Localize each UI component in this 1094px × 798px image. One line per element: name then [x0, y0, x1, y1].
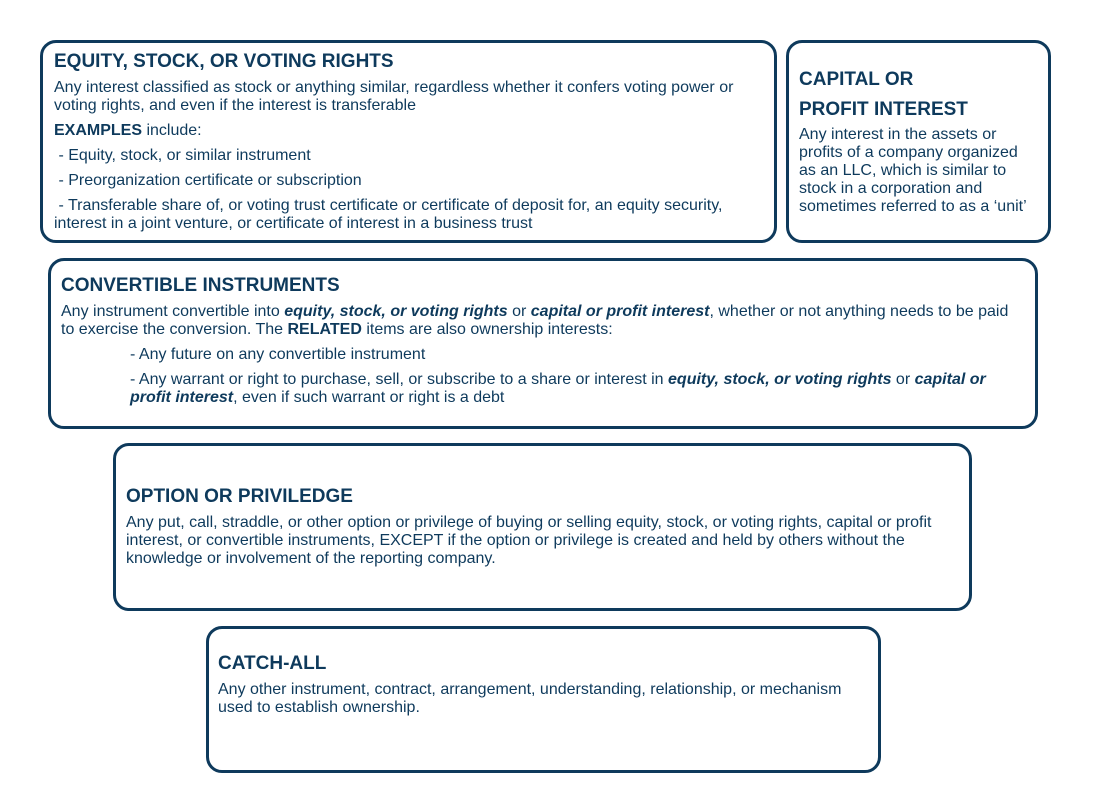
option-title: OPTION OR PRIVILEDGE: [126, 486, 353, 507]
capital-title-line1: CAPITAL OR: [799, 69, 914, 90]
convertible-desc-term: equity, stock, or voting rights: [284, 303, 508, 320]
convertible-desc-term: capital or profit interest: [530, 303, 710, 320]
convertible-desc-text: items are also ownership interests:: [361, 321, 613, 338]
convertible-desc-text: or: [507, 303, 531, 320]
catch-all-box: [206, 626, 881, 773]
equity-example-item: - Transferable share of, or voting trust certificate or certificate of deposit for, an equity security, interest in a joint venture, or certificate of interest in a business trust: [54, 197, 727, 232]
convertible-title: CONVERTIBLE INSTRUMENTS: [61, 275, 340, 296]
convertible-instruments-box: [48, 258, 1038, 429]
convertible-description: [61, 303, 1025, 339]
convertible-item: [61, 371, 1025, 407]
equity-example-item: - Preorganization certificate or subscription: [54, 172, 362, 189]
equity-examples-label: EXAMPLES: [54, 122, 143, 139]
capital-title-line2: PROFIT INTEREST: [799, 99, 968, 120]
convertible-item-text: or: [891, 371, 915, 388]
convertible-desc-text: , whether or not anything needs to be paid to exercise the conversion. The: [61, 303, 1009, 338]
convertible-desc-related: RELATED: [287, 321, 362, 338]
option-privilege-box: [113, 443, 972, 611]
equity-example-item: - Equity, stock, or similar instrument: [54, 147, 311, 164]
convertible-item-term: capital or profit interest: [130, 371, 986, 406]
convertible-item-text: - Any warrant or right to purchase, sell, or subscribe to a share or interest in: [130, 371, 669, 388]
convertible-desc-text: Any instrument convertible into: [61, 303, 285, 320]
equity-examples-suffix: include:: [142, 122, 202, 139]
convertible-item-term: equity, stock, or voting rights: [668, 371, 892, 388]
convertible-item: - Any future on any convertible instrument: [130, 346, 426, 363]
catchall-title: CATCH-ALL: [218, 653, 327, 674]
capital-profit-interest-box: [786, 40, 1051, 243]
equity-description: Any interest classified as stock or anything similar, regardless whether it confers voting power or voting rights, and even if the interest is transferable: [54, 79, 734, 114]
equity-examples-line: [54, 122, 763, 140]
equity-title: EQUITY, STOCK, OR VOTING RIGHTS: [54, 51, 394, 72]
option-description: Any put, call, straddle, or other option or privilege of buying or selling equity, stock, or voting rights, capital or profit interest, or convertible instruments, EXCEPT if the option or privilege is created and held by others without the knowledge or involvement of the reporting company.: [126, 514, 932, 567]
capital-description: Any interest in the assets or profits of a company organized as an LLC, which is similar to stock in a corporation and sometimes referred to as a ‘unit’: [799, 126, 1027, 215]
convertible-item-text: , even if such warrant or right is a debt: [233, 389, 505, 406]
equity-stock-voting-rights-box: [40, 40, 777, 243]
catchall-description: Any other instrument, contract, arrangement, understanding, relationship, or mechanism used to establish ownership.: [218, 681, 842, 716]
